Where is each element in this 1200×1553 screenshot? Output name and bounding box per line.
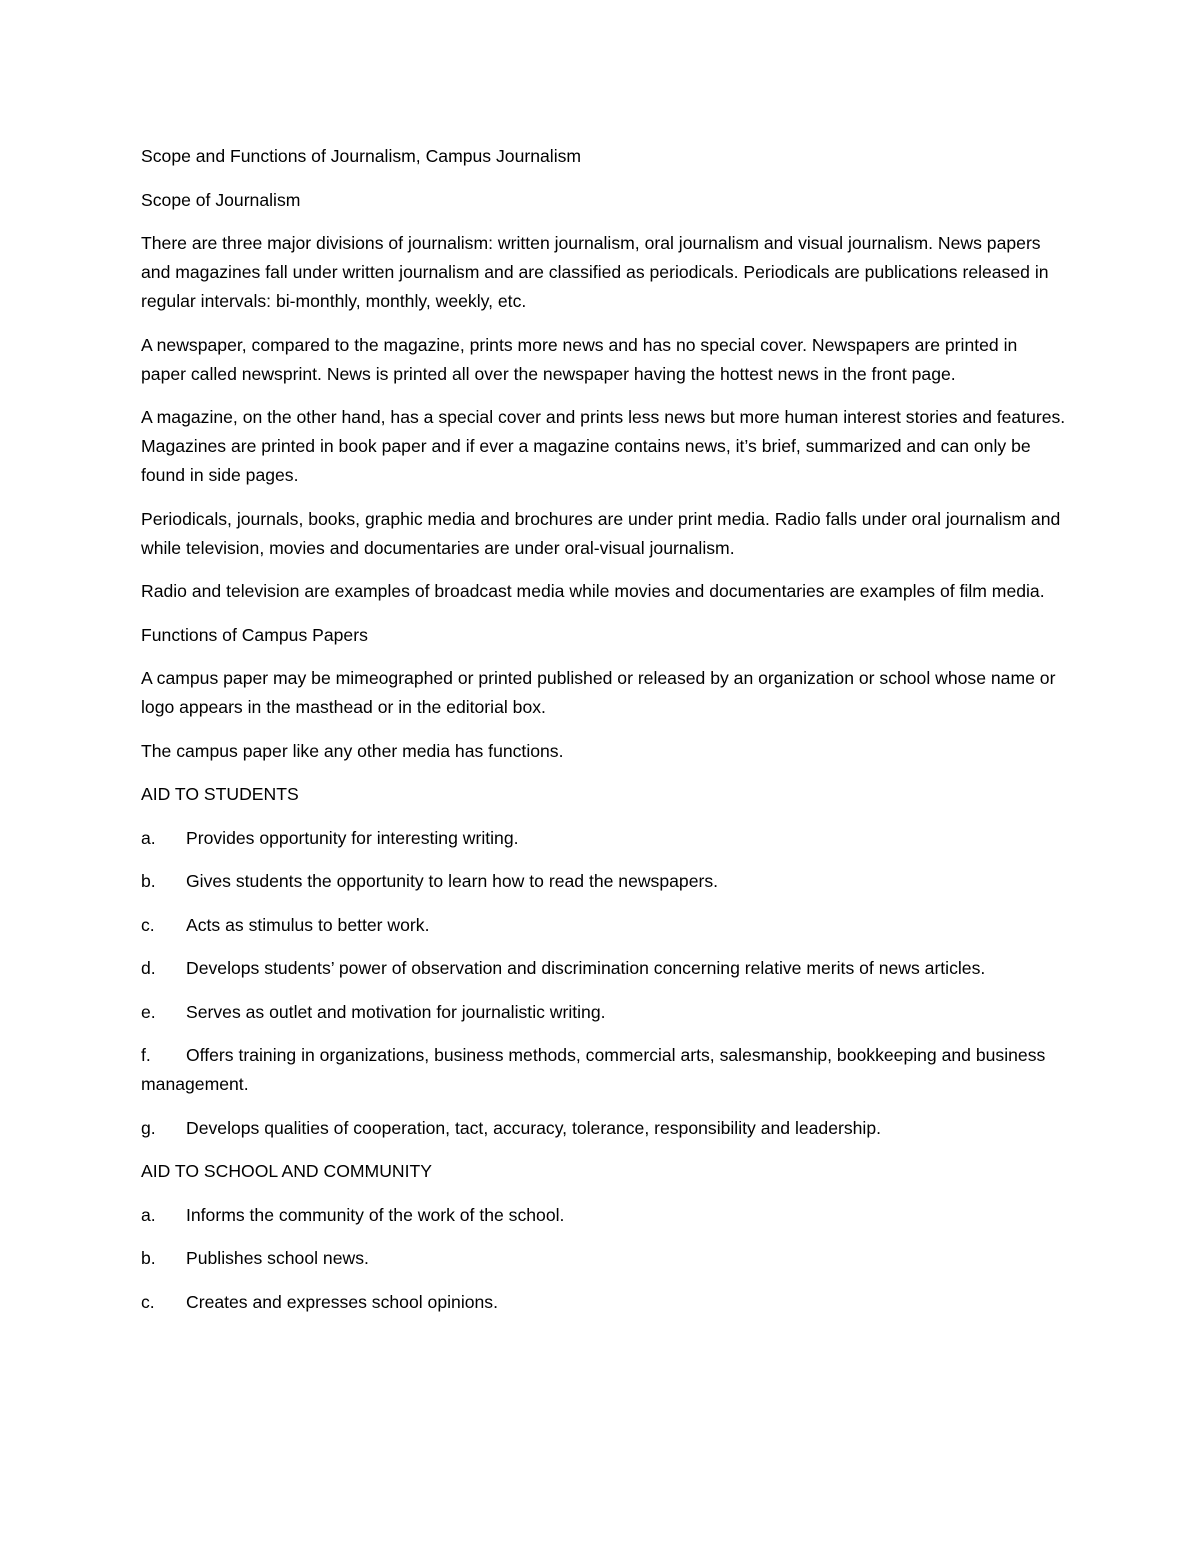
list-item [141, 1201, 1066, 1230]
list-marker: c. [141, 914, 155, 935]
list-marker: a. [141, 827, 156, 848]
list-item [141, 1288, 1066, 1317]
list-item [141, 954, 1066, 983]
list-item-text: Acts as stimulus to better work. [186, 914, 430, 935]
list-marker: c. [141, 1291, 155, 1312]
list-marker: d. [141, 958, 156, 978]
list-item [141, 1244, 1066, 1273]
list-marker: b. [141, 871, 156, 891]
document-title: Scope and Functions of Journalism, Campus Journalism [141, 146, 582, 166]
list-item-text: Provides opportunity for interesting writing. [186, 827, 519, 848]
list-marker: g. [141, 1117, 156, 1138]
section-heading-functions: Functions of Campus Papers [141, 624, 368, 645]
paragraph-magazine: A magazine, on the other hand, has a special cover and prints less news but more human interest stories and features. Magazines are printed in book paper and if ever a magazine contains news, it’s brief, summarized and can only be found in side pages. [141, 407, 1066, 485]
paragraph-divisions: There are three major divisions of journalism: written journalism, oral journalism and visual journalism. News papers and magazines fall under written journalism and are classified as periodicals. Periodicals are publications released in regular intervals: bi-monthly, monthly, weekly, etc. [141, 233, 1049, 311]
paragraph-newspaper: A newspaper, compared to the magazine, prints more news and has no special cover. Newspapers are printed in paper called newsprint. News is printed all over the newspaper having the hottest news in the front page. [141, 334, 1018, 384]
document-page [141, 142, 1066, 1331]
list-item [141, 911, 1066, 940]
list-item [141, 867, 1066, 896]
section-heading-aid-students: AID TO STUDENTS [141, 784, 299, 804]
list-item-text: Serves as outlet and motivation for journalistic writing. [186, 1001, 606, 1022]
list-item-text: Develops students’ power of observation and discrimination concerning relative merits of news articles. [186, 958, 986, 978]
list-marker: f. [141, 1045, 151, 1065]
list-marker: a. [141, 1204, 156, 1225]
list-item-text: Publishes school news. [186, 1248, 369, 1268]
list-marker: e. [141, 1001, 156, 1022]
list-item [141, 824, 1066, 853]
paragraph-functions-intro: The campus paper like any other media has functions. [141, 740, 564, 761]
section-heading-scope: Scope of Journalism [141, 189, 301, 210]
list-item-text: Informs the community of the work of the school. [186, 1204, 565, 1225]
list-item [141, 1041, 1066, 1099]
list-item-text: Develops qualities of cooperation, tact, accuracy, tolerance, responsibility and leadership. [186, 1117, 882, 1138]
paragraph-print-media: Periodicals, journals, books, graphic media and brochures are under print media. Radio falls under oral journalism and while television, movies and documentaries are under oral-visual journalism. [141, 508, 1061, 558]
aid-students-list [141, 824, 1066, 1143]
list-item [141, 998, 1066, 1027]
paragraph-broadcast-media: Radio and television are examples of broadcast media while movies and documentaries are examples of film media. [141, 581, 1045, 601]
section-heading-aid-school: AID TO SCHOOL AND COMMUNITY [141, 1161, 432, 1181]
list-marker: b. [141, 1248, 156, 1268]
list-item [141, 1114, 1066, 1143]
list-item-text: Offers training in organizations, business methods, commercial arts, salesmanship, bookkeeping and business management. [141, 1045, 1046, 1094]
list-item-text: Creates and expresses school opinions. [186, 1291, 498, 1312]
list-item-text: Gives students the opportunity to learn how to read the newspapers. [186, 871, 719, 891]
paragraph-campus-paper: A campus paper may be mimeographed or printed published or released by an organization or school whose name or logo appears in the masthead or in the editorial box. [141, 668, 1056, 717]
aid-school-list [141, 1201, 1066, 1317]
